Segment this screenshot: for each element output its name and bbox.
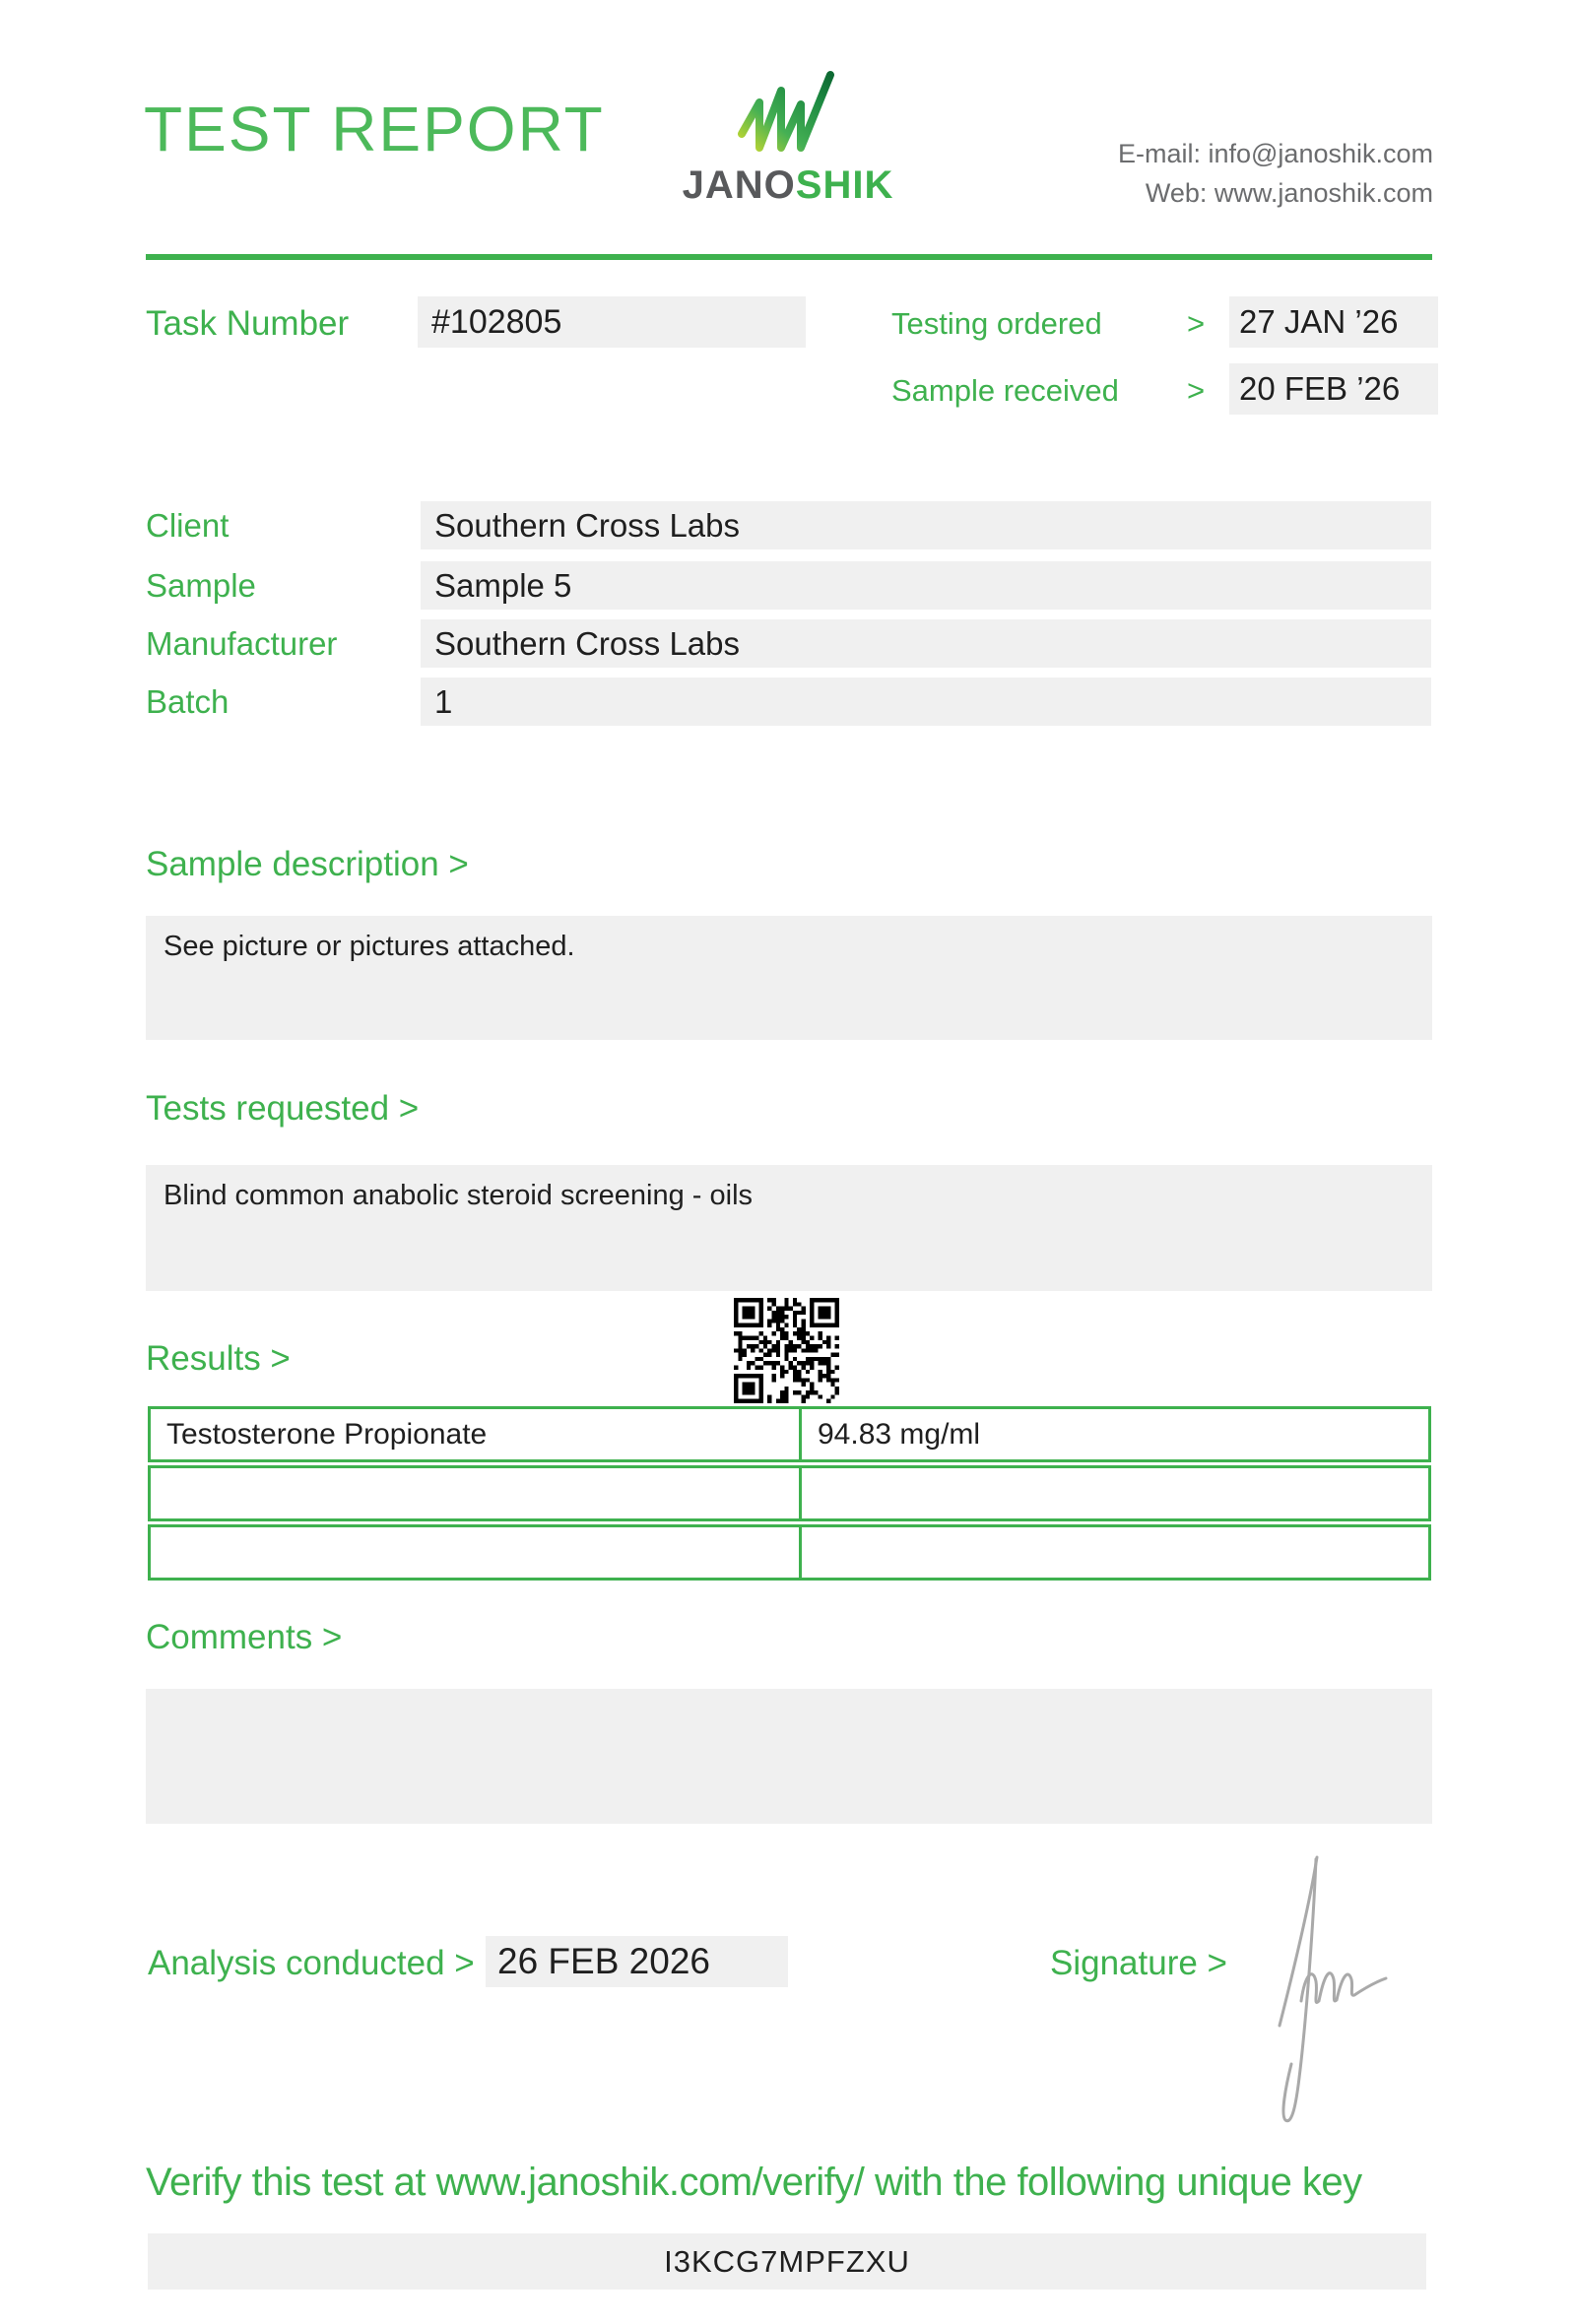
results-table bbox=[148, 1406, 1431, 1583]
sample-received-label: Sample received bbox=[891, 373, 1119, 408]
task-number-label: Task Number bbox=[146, 304, 350, 343]
comments-label: Comments > bbox=[146, 1618, 343, 1656]
email-line bbox=[1118, 134, 1433, 173]
manufacturer-label: Manufacturer bbox=[146, 625, 338, 662]
analyte-cell bbox=[151, 1527, 802, 1578]
verify-instruction: Verify this test at www.janoshik.com/verify/ with the following unique key bbox=[146, 2161, 1362, 2204]
sample-label: Sample bbox=[146, 567, 256, 604]
task-number-box bbox=[418, 296, 806, 348]
analyte-cell bbox=[151, 1468, 802, 1518]
batch-box bbox=[421, 678, 1431, 726]
handwritten-signature bbox=[1256, 1824, 1413, 2139]
result-cell bbox=[802, 1527, 1428, 1578]
logo-shik: SHIK bbox=[795, 163, 894, 207]
batch-label: Batch bbox=[146, 683, 230, 720]
page-title: TEST REPORT bbox=[144, 94, 605, 164]
results-label: Results > bbox=[146, 1339, 291, 1378]
manufacturer-box bbox=[421, 619, 1431, 668]
analyte-cell: Testosterone Propionate bbox=[151, 1409, 802, 1459]
table-row bbox=[148, 1524, 1431, 1581]
sample-value: Sample 5 bbox=[434, 567, 572, 604]
growth-chart-icon bbox=[734, 69, 842, 161]
manufacturer-value: Southern Cross Labs bbox=[434, 625, 741, 662]
web-line bbox=[1118, 173, 1433, 213]
result-cell: 94.83 mg/ml bbox=[818, 1418, 981, 1451]
table-row bbox=[148, 1406, 1431, 1462]
logo-jano: JANO bbox=[682, 163, 796, 207]
janoshik-logo bbox=[680, 69, 896, 208]
testing-ordered-label: Testing ordered bbox=[891, 306, 1102, 341]
sample-description-label: Sample description > bbox=[146, 845, 469, 883]
sample-description-text: See picture or pictures attached. bbox=[164, 931, 575, 962]
testing-ordered-box bbox=[1229, 296, 1438, 348]
analysis-date-box bbox=[486, 1936, 788, 1987]
email-label: E-mail: bbox=[1117, 139, 1209, 168]
qr-code bbox=[734, 1298, 839, 1403]
batch-value: 1 bbox=[434, 683, 453, 720]
table-row bbox=[148, 1465, 1431, 1521]
email-address: info@janoshik.com bbox=[1208, 139, 1433, 168]
analysis-date-value: 26 FEB 2026 bbox=[497, 1941, 710, 1981]
sample-received-box bbox=[1229, 363, 1438, 415]
logo-wordmark bbox=[680, 163, 896, 208]
tests-requested-box bbox=[146, 1165, 1432, 1291]
sample-description-box bbox=[146, 916, 1432, 1040]
client-value: Southern Cross Labs bbox=[434, 507, 741, 544]
comments-text bbox=[146, 1689, 1432, 1718]
sample-box bbox=[421, 561, 1431, 610]
sample-received-date: 20 FEB ’26 bbox=[1239, 370, 1401, 407]
web-address: www.janoshik.com bbox=[1214, 178, 1433, 208]
analysis-conducted-label: Analysis conducted > bbox=[148, 1944, 475, 1982]
result-cell bbox=[802, 1468, 1428, 1518]
testing-ordered-arrow: > bbox=[1187, 306, 1206, 341]
header-divider bbox=[146, 254, 1432, 260]
tests-requested-label: Tests requested > bbox=[146, 1089, 420, 1128]
sample-received-arrow: > bbox=[1187, 373, 1206, 408]
task-number-value: #102805 bbox=[431, 303, 562, 341]
client-label: Client bbox=[146, 507, 230, 544]
testing-ordered-date: 27 JAN ’26 bbox=[1239, 303, 1399, 340]
comments-box bbox=[146, 1689, 1432, 1824]
signature-label: Signature > bbox=[1050, 1944, 1227, 1982]
unique-key-box: I3KCG7MPFZXU bbox=[148, 2233, 1426, 2290]
web-label: Web: bbox=[1145, 178, 1215, 208]
client-box bbox=[421, 501, 1431, 549]
tests-requested-text: Blind common anabolic steroid screening - oils bbox=[164, 1180, 754, 1211]
contact-block bbox=[1118, 134, 1433, 213]
